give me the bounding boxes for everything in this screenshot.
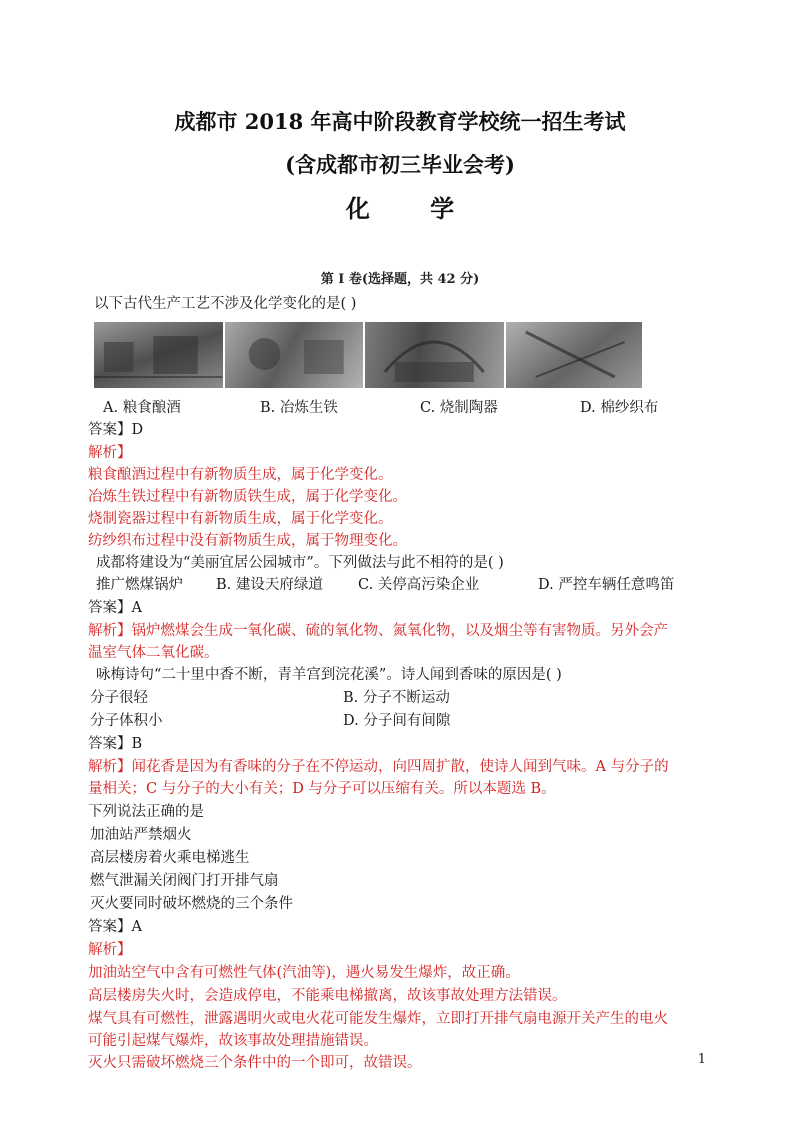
q1-image-smelting <box>225 322 365 388</box>
q3-option-a: 分子很轻 <box>90 690 148 706</box>
q4-stem: 下列说法正确的是 <box>88 804 204 820</box>
q1-option-b: B. 冶炼生铁 <box>260 400 338 416</box>
q1-analysis-line: 粮食酿酒过程中有新物质生成，属于化学变化。 <box>88 467 393 483</box>
q3-analysis-line: 解析】闻花香是因为有香味的分子在不停运动，向四周扩散，使诗人闻到气味。A 与分子的 <box>88 759 669 775</box>
q1-analysis-line: 冶炼生铁过程中有新物质铁生成，属于化学变化。 <box>88 489 407 505</box>
q3-option-d: D. 分子间有间隙 <box>343 713 451 729</box>
q4-analysis-line: 煤气具有可燃性，泄露遇明火或电火花可能发生爆炸，立即打开排气扇电源开关产生的电火 <box>88 1011 668 1027</box>
q1-image-weaving <box>506 322 642 388</box>
subject-title: 化 学 <box>345 194 481 223</box>
q1-option-c: C. 烧制陶器 <box>420 400 498 416</box>
q2-analysis-line: 温室气体二氧化碳。 <box>88 645 219 661</box>
q4-analysis-label: 解析】 <box>88 942 132 958</box>
q2-option-a: 推广燃煤锅炉 <box>96 577 183 593</box>
q1-option-d: D. 棉纱织布 <box>580 400 659 416</box>
q3-analysis-line: 量相关；C 与分子的大小有关；D 与分子可以压缩有关。所以本题选 B。 <box>88 781 556 797</box>
q2-option-b: B. 建设天府绿道 <box>216 577 323 593</box>
q4-analysis-line: 加油站空气中含有可燃性气体(汽油等)，遇火易发生爆炸，故正确。 <box>88 965 520 981</box>
q2-stem: 成都将建设为“美丽宜居公园城市”。下列做法与此不相符的是( ) <box>96 555 504 571</box>
page-number: 1 <box>697 1052 706 1067</box>
q3-option-b: B. 分子不断运动 <box>343 690 450 706</box>
q4-analysis-line: 可能引起煤气爆炸，故该事故处理措施错误。 <box>88 1033 378 1049</box>
q4-option-d: 灭火要同时破坏燃烧的三个条件 <box>90 896 293 912</box>
q1-stem: 以下古代生产工艺不涉及化学变化的是( ) <box>94 296 357 312</box>
exam-title: 成都市 2018 年高中阶段教育学校统一招生考试 <box>174 109 626 134</box>
q2-option-d: D. 严控车辆任意鸣笛 <box>538 577 675 593</box>
q1-image-pottery <box>365 322 505 388</box>
q1-image-brewing <box>94 322 225 388</box>
q3-option-c: 分子体积小 <box>90 713 163 729</box>
q3-answer: 答案】B <box>88 736 143 752</box>
exam-subtitle: (含成都市初三毕业会考) <box>285 152 515 177</box>
q2-option-c: C. 关停高污染企业 <box>358 577 480 593</box>
q4-analysis-line: 灭火只需破坏燃烧三个条件中的一个即可，故错误。 <box>88 1055 422 1071</box>
q1-analysis-line: 纺纱织布过程中没有新物质生成，属于物理变化。 <box>88 533 407 549</box>
q1-analysis-label: 解析】 <box>88 445 132 461</box>
q2-answer: 答案】A <box>88 600 142 616</box>
section-heading: 第 Ⅰ 卷(选择题，共 42 分) <box>320 272 480 287</box>
q4-answer: 答案】A <box>88 919 142 935</box>
q4-option-a: 加油站严禁烟火 <box>90 827 192 843</box>
q4-analysis-line: 高层楼房失火时，会造成停电，不能乘电梯撤离，故该事故处理方法错误。 <box>88 988 567 1004</box>
q2-analysis-line: 解析】锅炉燃煤会生成一氧化碳、硫的氧化物、氮氧化物，以及烟尘等有害物质。另外会产 <box>88 623 668 639</box>
q1-answer: 答案】D <box>88 422 144 438</box>
q3-stem: 咏梅诗句“二十里中香不断，青羊宫到浣花溪”。诗人闻到香味的原因是( ) <box>96 667 562 683</box>
q1-analysis-line: 烧制瓷器过程中有新物质生成，属于化学变化。 <box>88 511 393 527</box>
q4-option-b: 高层楼房着火乘电梯逃生 <box>90 850 250 866</box>
q1-illustration-strip <box>94 322 642 388</box>
q1-option-a: A. 粮食酿酒 <box>103 400 181 416</box>
q4-option-c: 燃气泄漏关闭阀门打开排气扇 <box>90 873 279 889</box>
